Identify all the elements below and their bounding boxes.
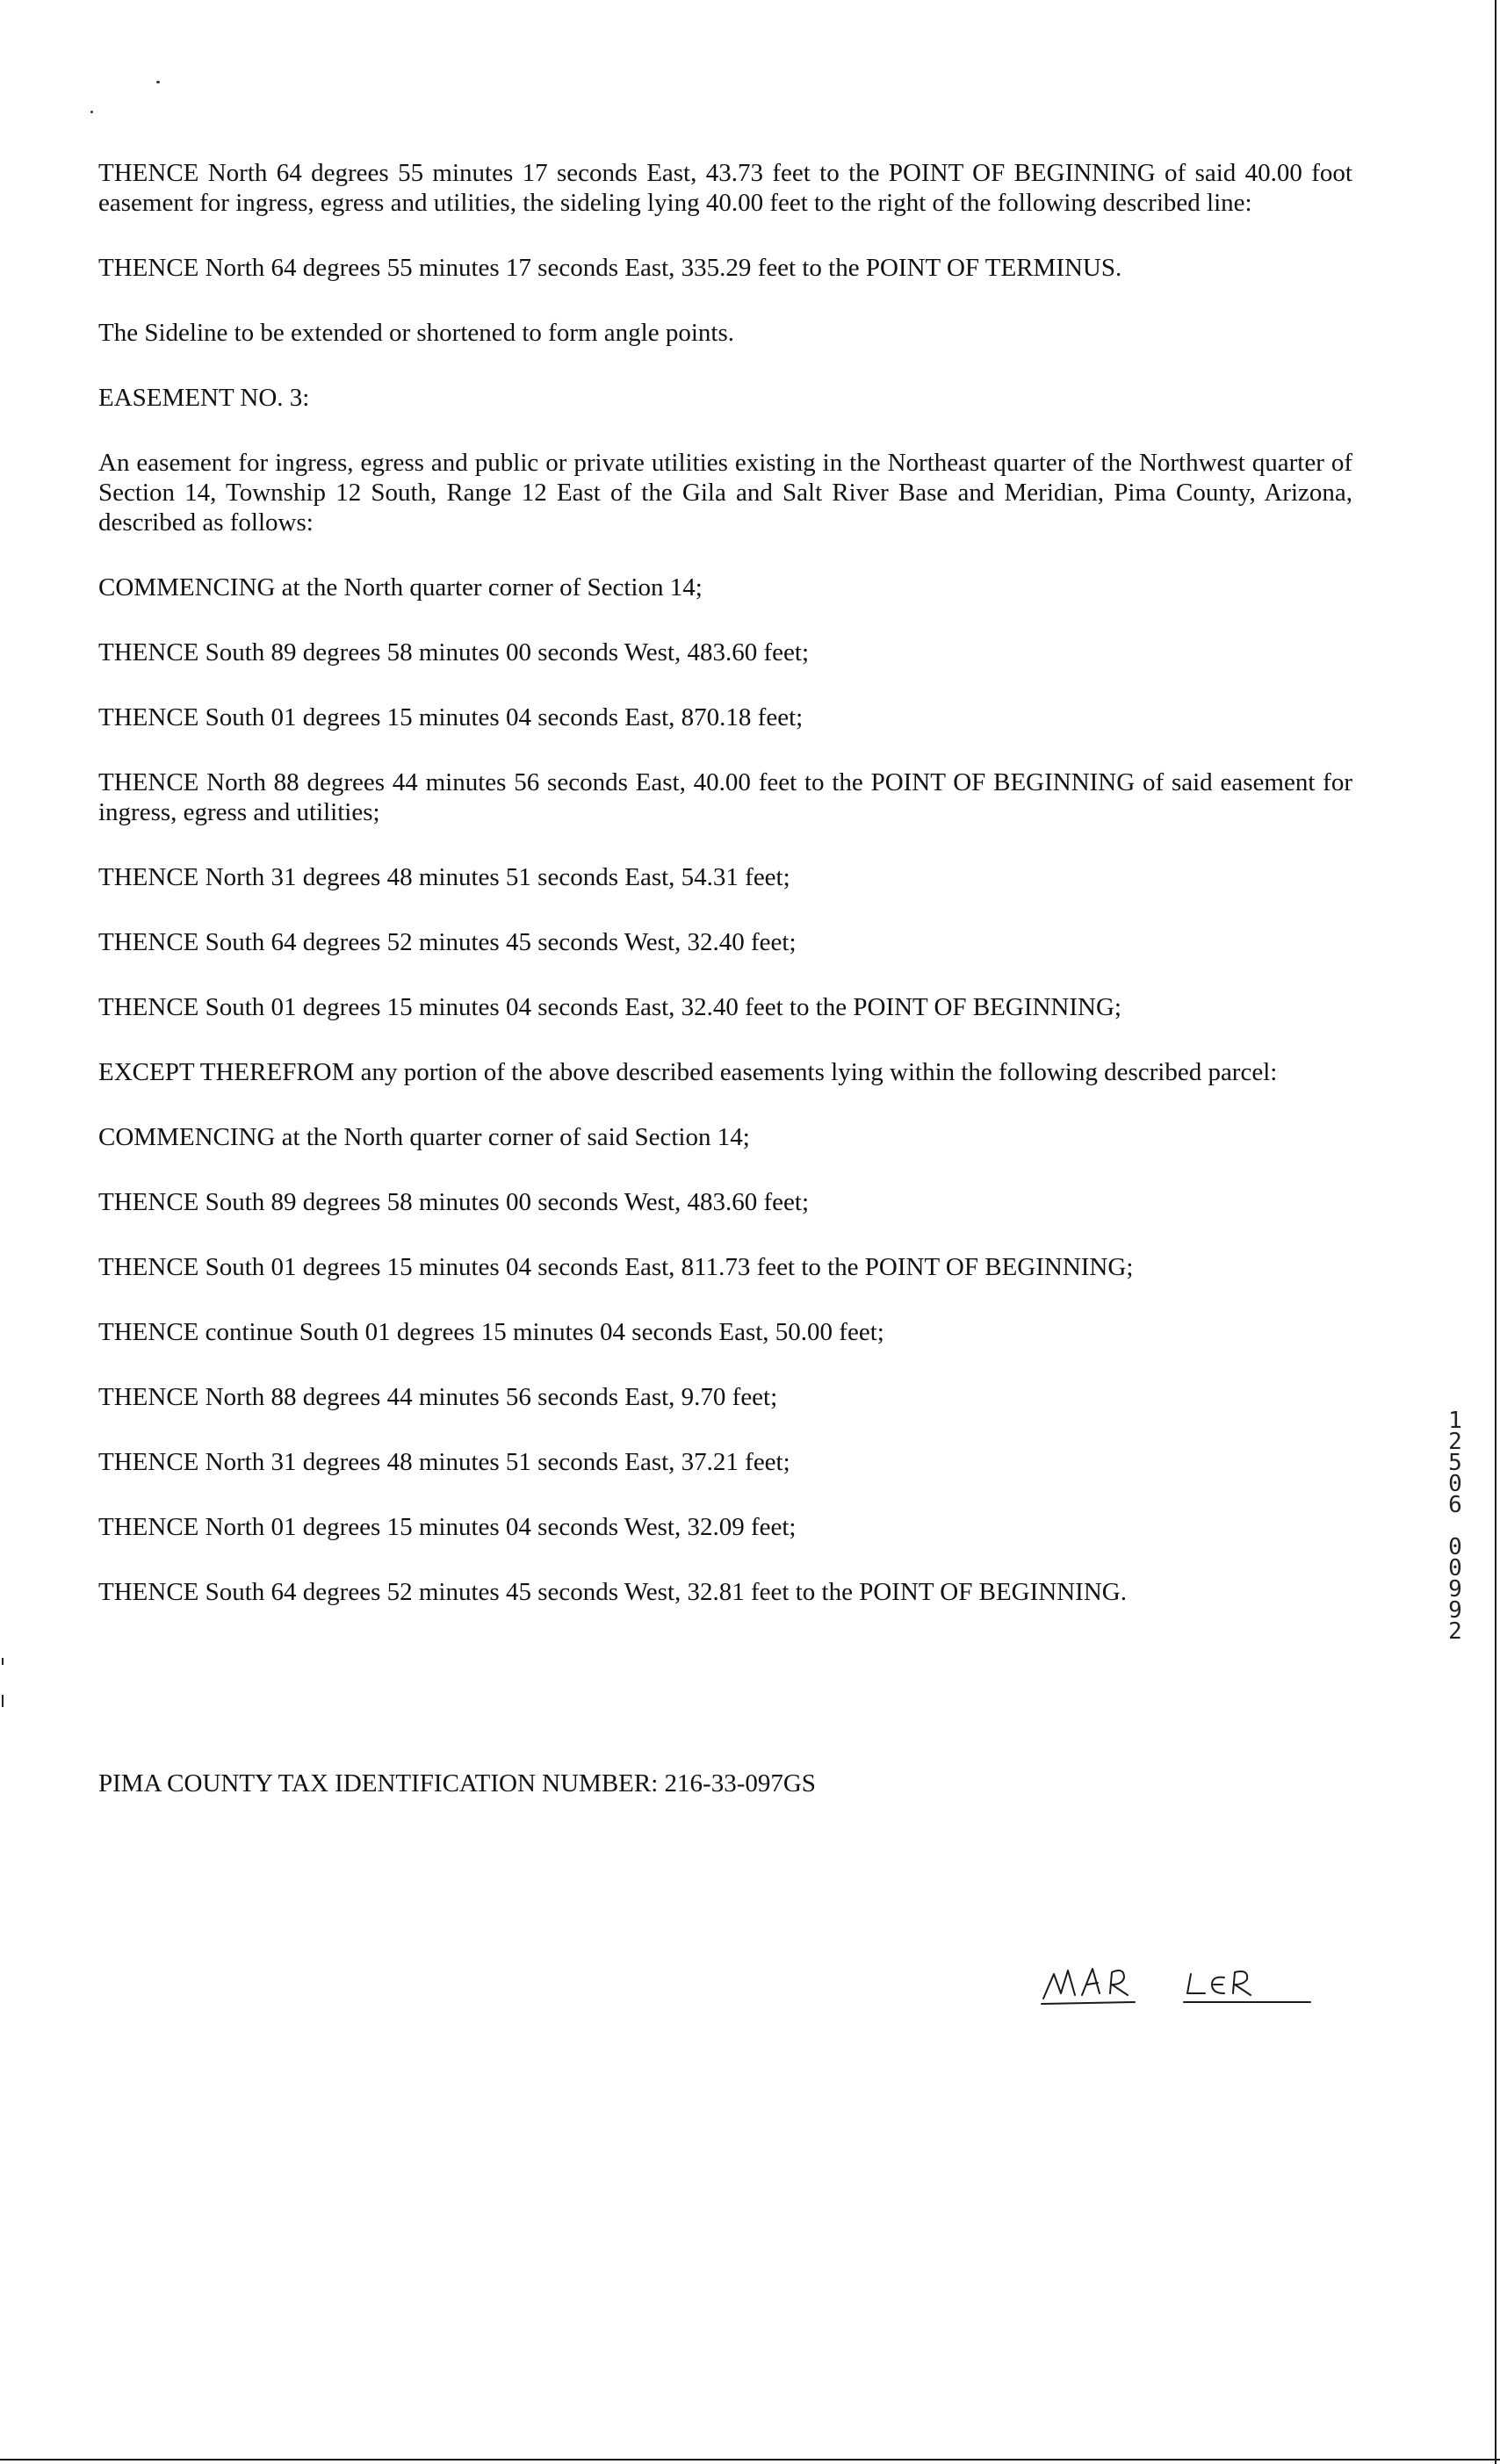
paragraph-15: THENCE South 89 degrees 58 minutes 00 seconds West, 483.60 feet; [98,1188,810,1216]
paragraph-3: The Sideline to be extended or shortened to form angle points. [98,319,735,347]
scan-bottom-border [0,2459,1500,2460]
paragraph-10: THENCE North 31 degrees 48 minutes 51 seconds East, 54.31 feet; [98,863,790,891]
scan-edge-mark [2,1658,4,1665]
stamp-digit: 9 [1448,1597,1462,1624]
initials-stroke [1233,1971,1251,1995]
paragraph-19: THENCE North 31 degrees 48 minutes 51 seconds East, 37.21 feet; [98,1448,790,1476]
scan-right-border [1495,0,1496,2464]
initials-stroke [1043,1970,1075,1999]
paragraph-18: THENCE North 88 degrees 44 minutes 56 seconds East, 9.70 feet; [98,1383,778,1411]
paragraph-11: THENCE South 64 degrees 52 minutes 45 seconds West, 32.40 feet; [98,928,797,956]
stamp-digit: 0 [1448,1534,1462,1560]
stamp-digit: 2 [1448,1618,1462,1645]
easement-heading: EASEMENT NO. 3: [98,384,310,412]
initials-stroke [1042,2002,1135,2004]
paragraph-9: THENCE North 88 degrees 44 minutes 56 seconds East, 40.00 feet to the POINT OF BEGINNING of said easement for ingress, egress and utilities; [98,768,1352,826]
scan-speck [156,81,160,83]
paragraph-8: THENCE South 01 degrees 15 minutes 04 seconds East, 870.18 feet; [98,703,804,731]
scan-speck [90,111,93,113]
paragraph-5: An easement for ingress, egress and public or private utilities existing in the Northeast quarter of the Northwest quarter of Section 14, Township 12 South, Range 12 East of the Gila and Salt River Base and Meridian, Pima County, Arizona, described as follows: [98,449,1352,537]
stamp-digit: 6 [1448,1492,1462,1518]
scan-edge-mark [2,1695,4,1707]
recording-stamp [1440,1408,1470,1645]
paragraph-6: COMMENCING at the North quarter corner of Section 14; [98,573,703,602]
paragraph-13: EXCEPT THEREFROM any portion of the above described easements lying within the following described parcel: [98,1058,1278,1086]
paragraph-14: COMMENCING at the North quarter corner of said Section 14; [98,1123,750,1151]
tax-id-line: PIMA COUNTY TAX IDENTIFICATION NUMBER: 216-33-097GS [98,1769,816,1798]
initials-stroke [1212,1978,1224,1993]
stamp-digit: 1 [1448,1408,1462,1434]
handwritten-initials [1036,1958,1326,2011]
stamp-digit: 0 [1448,1555,1462,1581]
paragraph-7: THENCE South 89 degrees 58 minutes 00 seconds West, 483.60 feet; [98,638,810,666]
paragraph-20: THENCE North 01 degrees 15 minutes 04 seconds West, 32.09 feet; [98,1513,797,1541]
initials-stroke [1110,1970,1128,1995]
paragraph-16: THENCE South 01 degrees 15 minutes 04 seconds East, 811.73 feet to the POINT OF BEGINNING; [98,1253,1134,1281]
legal-description [98,158,1352,1642]
stamp-digit: 2 [1448,1429,1462,1455]
stamp-digit: 9 [1448,1576,1462,1603]
paragraph-21: THENCE South 64 degrees 52 minutes 45 seconds West, 32.81 feet to the POINT OF BEGINNING. [98,1578,1127,1606]
paragraph-2: THENCE North 64 degrees 55 minutes 17 seconds East, 335.29 feet to the POINT OF TERMINUS. [98,254,1122,282]
paragraph-12: THENCE South 01 degrees 15 minutes 04 seconds East, 32.40 feet to the POINT OF BEGINNING; [98,993,1121,1021]
stamp-digit: 0 [1448,1471,1462,1497]
paragraph-1: THENCE North 64 degrees 55 minutes 17 seconds East, 43.73 feet to the POINT OF BEGINNING of said 40.00 foot easement for ingress, egress and utilities, the sideling lying 40.00 feet to the right of the following described line: [98,159,1352,217]
initials-stroke [1187,1974,1205,1993]
paragraph-17: THENCE continue South 01 degrees 15 minutes 04 seconds East, 50.00 feet; [98,1318,884,1346]
initials-stroke [1082,1969,1100,1995]
stamp-digit: 5 [1448,1450,1462,1476]
